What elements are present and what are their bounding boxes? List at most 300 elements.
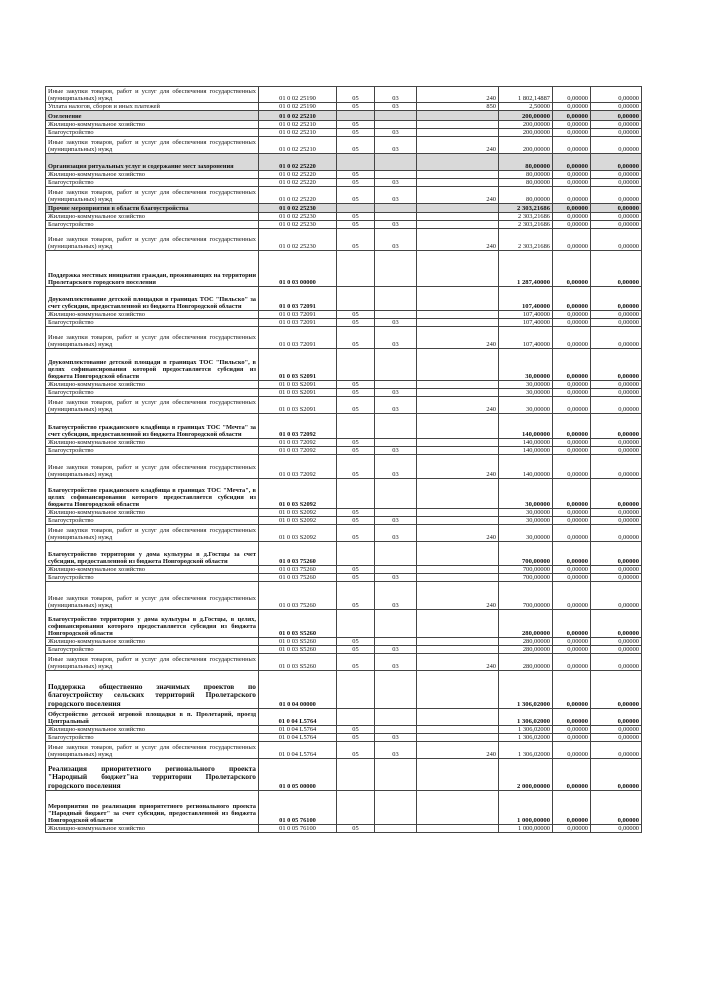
row-amount-3: 0,00000 — [591, 742, 642, 759]
table-row — [46, 154, 642, 171]
row-name: Благоустройство — [46, 447, 259, 455]
row-section: 05 — [337, 447, 375, 455]
row-code: 01 0 04 00000 — [259, 671, 337, 709]
row-code: 01 0 02 25210 — [259, 121, 337, 129]
table-row — [46, 574, 642, 582]
row-code: 01 0 03 S2092 — [259, 517, 337, 525]
budget-table — [45, 86, 642, 833]
row-amount-3: 0,00000 — [591, 439, 642, 447]
row-code: 01 0 03 S2091 — [259, 381, 337, 389]
row-subsection: 03 — [375, 447, 417, 455]
row-name: Поддержка местных инициатив граждан, проживающих на территории Пролетарского городского поселения — [46, 251, 259, 287]
row-amount-2: 0,00000 — [553, 455, 591, 479]
row-amount-1: 1 287,40000 — [499, 251, 553, 287]
row-amount-2: 0,00000 — [553, 397, 591, 414]
row-subsection — [375, 154, 417, 171]
row-subsection — [375, 726, 417, 734]
row-name: Иные закупки товаров, работ и услуг для обеспечения государственных (муниципальных) нужд — [46, 397, 259, 414]
row-section: 05 — [337, 509, 375, 517]
row-section: 05 — [337, 525, 375, 542]
row-amount-2: 0,00000 — [553, 121, 591, 129]
row-amount-2: 0,00000 — [553, 447, 591, 455]
row-subsection: 03 — [375, 646, 417, 654]
row-expense-type — [417, 638, 499, 646]
row-section: 05 — [337, 654, 375, 671]
row-name: Благоустройство гражданского кладбища в границах ТОС "Мечта", в целях софинансирования которого предоставляется субсидия из бюджета Новгородской области — [46, 479, 259, 509]
table-row — [46, 654, 642, 671]
row-name: Жилищно-коммунальное хозяйство — [46, 726, 259, 734]
row-name: Жилищно-коммунальное хозяйство — [46, 213, 259, 221]
row-section: 05 — [337, 574, 375, 582]
row-name: Иные закупки товаров, работ и услуг для обеспечения государственных (муниципальных) нужд — [46, 582, 259, 610]
row-section — [337, 759, 375, 791]
row-expense-type — [417, 517, 499, 525]
row-amount-3: 0,00000 — [591, 525, 642, 542]
row-amount-1: 140,00000 — [499, 455, 553, 479]
row-name: Благоустройство — [46, 517, 259, 525]
row-name: Иные закупки товаров, работ и услуг для обеспечения государственных (муниципальных) нужд — [46, 137, 259, 154]
table-row — [46, 397, 642, 414]
row-subsection — [375, 791, 417, 825]
row-amount-1: 200,00000 — [499, 137, 553, 154]
row-subsection — [375, 204, 417, 213]
row-section: 05 — [337, 439, 375, 447]
row-code: 01 0 03 S2092 — [259, 509, 337, 517]
table-row — [46, 414, 642, 439]
row-name: Обустройство детской игровой площадки в п. Пролетарий, проезд Центральный — [46, 709, 259, 726]
row-expense-type — [417, 542, 499, 566]
row-subsection: 03 — [375, 455, 417, 479]
row-section — [337, 610, 375, 638]
row-amount-1: 280,00000 — [499, 654, 553, 671]
row-code: 01 0 02 25230 — [259, 229, 337, 251]
row-amount-3: 0,00000 — [591, 447, 642, 455]
row-name: Благоустройство — [46, 646, 259, 654]
row-code: 01 0 03 72091 — [259, 319, 337, 327]
row-amount-1: 107,40000 — [499, 287, 553, 311]
row-subsection: 03 — [375, 327, 417, 349]
row-code: 01 0 02 25210 — [259, 137, 337, 154]
row-amount-3: 0,00000 — [591, 726, 642, 734]
row-amount-3: 0,00000 — [591, 671, 642, 709]
row-name: Благоустройство — [46, 734, 259, 742]
row-amount-1: 1 306,02000 — [499, 671, 553, 709]
row-amount-2: 0,00000 — [553, 103, 591, 111]
row-code: 01 0 03 72092 — [259, 414, 337, 439]
row-section: 05 — [337, 517, 375, 525]
table-row — [46, 179, 642, 187]
table-row — [46, 389, 642, 397]
row-name: Жилищно-коммунальное хозяйство — [46, 566, 259, 574]
row-name: Прочие мероприятия в области благоустройства — [46, 204, 259, 213]
row-section: 05 — [337, 742, 375, 759]
row-amount-3: 0,00000 — [591, 229, 642, 251]
row-amount-1: 107,40000 — [499, 311, 553, 319]
row-amount-1: 1 000,00000 — [499, 825, 553, 833]
row-expense-type — [417, 287, 499, 311]
row-section: 05 — [337, 638, 375, 646]
row-amount-2: 0,00000 — [553, 229, 591, 251]
row-amount-2: 0,00000 — [553, 709, 591, 726]
row-expense-type — [417, 479, 499, 509]
row-subsection — [375, 414, 417, 439]
row-subsection: 03 — [375, 179, 417, 187]
row-amount-1: 2 000,00000 — [499, 759, 553, 791]
row-code: 01 0 03 75260 — [259, 566, 337, 574]
row-subsection — [375, 121, 417, 129]
row-expense-type: 240 — [417, 327, 499, 349]
row-subsection: 03 — [375, 187, 417, 204]
row-subsection — [375, 171, 417, 179]
table-row — [46, 287, 642, 311]
row-section — [337, 479, 375, 509]
row-name: Иные закупки товаров, работ и услуг для обеспечения государственных (муниципальных) нужд — [46, 654, 259, 671]
row-code: 01 0 02 25230 — [259, 221, 337, 229]
table-row — [46, 542, 642, 566]
table-row — [46, 251, 642, 287]
row-amount-1: 200,00000 — [499, 129, 553, 137]
row-amount-2: 0,00000 — [553, 654, 591, 671]
row-expense-type — [417, 381, 499, 389]
table-row — [46, 709, 642, 726]
row-amount-2: 0,00000 — [553, 251, 591, 287]
row-name: Жилищно-коммунальное хозяйство — [46, 121, 259, 129]
table-row — [46, 229, 642, 251]
row-name: Доукомплектование детской площади в границах ТОС "Пильско", в целях софинансирования которой предоставляется субсидия из бюджета Новгородской области — [46, 349, 259, 381]
row-name: Озеленение — [46, 111, 259, 121]
row-expense-type: 850 — [417, 103, 499, 111]
row-amount-3: 0,00000 — [591, 709, 642, 726]
row-subsection — [375, 311, 417, 319]
row-code: 01 0 04 L5764 — [259, 709, 337, 726]
row-code: 01 0 03 72091 — [259, 311, 337, 319]
row-amount-3: 0,00000 — [591, 825, 642, 833]
row-expense-type — [417, 154, 499, 171]
row-code: 01 0 03 72092 — [259, 455, 337, 479]
row-section: 05 — [337, 221, 375, 229]
row-amount-2: 0,00000 — [553, 479, 591, 509]
budget-sheet — [45, 86, 641, 833]
table-row — [46, 439, 642, 447]
table-row — [46, 509, 642, 517]
table-row — [46, 447, 642, 455]
row-subsection: 03 — [375, 87, 417, 103]
row-name: Поддержка общественно значимых проектов по благоустройству сельских территорий Пролетарского городского поселения — [46, 671, 259, 709]
row-amount-3: 0,00000 — [591, 319, 642, 327]
row-code: 01 0 04 L5764 — [259, 726, 337, 734]
row-amount-2: 0,00000 — [553, 509, 591, 517]
table-row — [46, 221, 642, 229]
row-section — [337, 251, 375, 287]
row-amount-1: 2 303,21686 — [499, 213, 553, 221]
table-row — [46, 87, 642, 103]
row-name: Благоустройство — [46, 221, 259, 229]
row-expense-type: 240 — [417, 87, 499, 103]
row-amount-3: 0,00000 — [591, 646, 642, 654]
row-amount-2: 0,00000 — [553, 221, 591, 229]
row-subsection — [375, 509, 417, 517]
row-section: 05 — [337, 319, 375, 327]
row-amount-1: 1 306,02000 — [499, 734, 553, 742]
row-code: 01 0 03 S2091 — [259, 389, 337, 397]
row-code: 01 0 03 00000 — [259, 251, 337, 287]
row-section: 05 — [337, 87, 375, 103]
row-section: 05 — [337, 389, 375, 397]
row-code: 01 0 03 S2091 — [259, 349, 337, 381]
row-expense-type — [417, 709, 499, 726]
row-code: 01 0 02 25210 — [259, 129, 337, 137]
row-amount-1: 30,00000 — [499, 389, 553, 397]
row-subsection — [375, 542, 417, 566]
row-amount-2: 0,00000 — [553, 791, 591, 825]
row-name: Жилищно-коммунальное хозяйство — [46, 439, 259, 447]
row-expense-type — [417, 734, 499, 742]
row-amount-2: 0,00000 — [553, 87, 591, 103]
row-code: 01 0 02 25220 — [259, 187, 337, 204]
table-row — [46, 311, 642, 319]
row-amount-1: 80,00000 — [499, 171, 553, 179]
row-amount-2: 0,00000 — [553, 825, 591, 833]
row-expense-type — [417, 791, 499, 825]
row-amount-1: 140,00000 — [499, 439, 553, 447]
row-code: 01 0 03 S2091 — [259, 397, 337, 414]
row-section: 05 — [337, 566, 375, 574]
row-subsection — [375, 349, 417, 381]
row-section: 05 — [337, 825, 375, 833]
table-row — [46, 103, 642, 111]
row-expense-type — [417, 509, 499, 517]
row-amount-3: 0,00000 — [591, 103, 642, 111]
row-amount-2: 0,00000 — [553, 311, 591, 319]
table-row — [46, 187, 642, 204]
row-subsection — [375, 111, 417, 121]
table-row — [46, 137, 642, 154]
row-expense-type — [417, 566, 499, 574]
row-subsection: 03 — [375, 734, 417, 742]
row-section: 05 — [337, 726, 375, 734]
row-amount-3: 0,00000 — [591, 154, 642, 171]
row-subsection: 03 — [375, 389, 417, 397]
row-subsection: 03 — [375, 319, 417, 327]
row-amount-3: 0,00000 — [591, 287, 642, 311]
row-subsection — [375, 759, 417, 791]
row-expense-type: 240 — [417, 187, 499, 204]
row-subsection — [375, 251, 417, 287]
row-expense-type — [417, 111, 499, 121]
row-amount-2: 0,00000 — [553, 137, 591, 154]
row-code: 01 0 03 75260 — [259, 574, 337, 582]
table-row — [46, 121, 642, 129]
row-section: 05 — [337, 137, 375, 154]
row-code: 01 0 03 75260 — [259, 582, 337, 610]
row-subsection: 03 — [375, 397, 417, 414]
row-amount-3: 0,00000 — [591, 566, 642, 574]
row-amount-3: 0,00000 — [591, 137, 642, 154]
row-amount-3: 0,00000 — [591, 171, 642, 179]
row-amount-1: 700,00000 — [499, 542, 553, 566]
row-expense-type — [417, 646, 499, 654]
row-subsection — [375, 381, 417, 389]
row-section — [337, 349, 375, 381]
row-code: 01 0 04 L5764 — [259, 734, 337, 742]
row-amount-2: 0,00000 — [553, 439, 591, 447]
row-code: 01 0 03 S2092 — [259, 479, 337, 509]
row-subsection — [375, 610, 417, 638]
row-amount-3: 0,00000 — [591, 542, 642, 566]
row-expense-type: 240 — [417, 455, 499, 479]
row-name: Иные закупки товаров, работ и услуг для обеспечения государственных (муниципальных) нужд — [46, 455, 259, 479]
table-row — [46, 582, 642, 610]
table-row — [46, 638, 642, 646]
row-amount-2: 0,00000 — [553, 171, 591, 179]
row-name: Иные закупки товаров, работ и услуг для обеспечения государственных (муниципальных) нужд — [46, 87, 259, 103]
table-row — [46, 381, 642, 389]
row-amount-1: 1 306,02000 — [499, 726, 553, 734]
row-expense-type: 240 — [417, 582, 499, 610]
row-expense-type — [417, 610, 499, 638]
table-row — [46, 171, 642, 179]
row-amount-3: 0,00000 — [591, 221, 642, 229]
row-amount-2: 0,00000 — [553, 517, 591, 525]
table-row — [46, 566, 642, 574]
row-code: 01 0 03 72091 — [259, 287, 337, 311]
table-row — [46, 213, 642, 221]
row-amount-2: 0,00000 — [553, 414, 591, 439]
row-section — [337, 542, 375, 566]
table-row — [46, 646, 642, 654]
row-amount-2: 0,00000 — [553, 381, 591, 389]
row-amount-3: 0,00000 — [591, 111, 642, 121]
row-amount-3: 0,00000 — [591, 734, 642, 742]
table-row — [46, 111, 642, 121]
row-section — [337, 709, 375, 726]
row-code: 01 0 02 25220 — [259, 154, 337, 171]
row-amount-3: 0,00000 — [591, 479, 642, 509]
row-section: 05 — [337, 229, 375, 251]
row-amount-3: 0,00000 — [591, 87, 642, 103]
row-name: Уплата налогов, сборов и иных платежей — [46, 103, 259, 111]
row-amount-1: 30,00000 — [499, 381, 553, 389]
row-amount-2: 0,00000 — [553, 726, 591, 734]
table-row — [46, 742, 642, 759]
row-expense-type — [417, 179, 499, 187]
row-amount-3: 0,00000 — [591, 397, 642, 414]
row-amount-1: 200,00000 — [499, 111, 553, 121]
row-subsection: 03 — [375, 574, 417, 582]
row-amount-2: 0,00000 — [553, 525, 591, 542]
row-section: 05 — [337, 734, 375, 742]
row-amount-3: 0,00000 — [591, 582, 642, 610]
row-subsection — [375, 671, 417, 709]
row-amount-1: 140,00000 — [499, 447, 553, 455]
row-amount-1: 30,00000 — [499, 517, 553, 525]
row-amount-3: 0,00000 — [591, 791, 642, 825]
row-amount-1: 107,40000 — [499, 319, 553, 327]
row-amount-1: 80,00000 — [499, 179, 553, 187]
row-subsection: 03 — [375, 137, 417, 154]
row-name: Благоустройство — [46, 129, 259, 137]
row-amount-1: 107,40000 — [499, 327, 553, 349]
budget-table-body — [46, 87, 642, 833]
row-section: 05 — [337, 213, 375, 221]
row-expense-type — [417, 319, 499, 327]
row-expense-type — [417, 671, 499, 709]
row-amount-2: 0,00000 — [553, 610, 591, 638]
row-name: Благоустройство — [46, 179, 259, 187]
row-subsection — [375, 638, 417, 646]
table-row — [46, 349, 642, 381]
row-name: Жилищно-коммунальное хозяйство — [46, 825, 259, 833]
row-amount-2: 0,00000 — [553, 187, 591, 204]
row-name: Благоустройство — [46, 574, 259, 582]
table-row — [46, 726, 642, 734]
row-subsection: 03 — [375, 229, 417, 251]
table-row — [46, 825, 642, 833]
row-amount-1: 2 303,21686 — [499, 204, 553, 213]
row-name: Жилищно-коммунальное хозяйство — [46, 171, 259, 179]
row-code: 01 0 03 S5260 — [259, 654, 337, 671]
row-expense-type — [417, 726, 499, 734]
row-name: Жилищно-коммунальное хозяйство — [46, 638, 259, 646]
row-amount-3: 0,00000 — [591, 574, 642, 582]
row-amount-3: 0,00000 — [591, 509, 642, 517]
row-amount-1: 140,00000 — [499, 414, 553, 439]
row-section: 05 — [337, 171, 375, 179]
row-section: 05 — [337, 646, 375, 654]
row-expense-type — [417, 447, 499, 455]
row-amount-1: 1 306,02000 — [499, 709, 553, 726]
table-row — [46, 734, 642, 742]
row-amount-1: 200,00000 — [499, 121, 553, 129]
row-expense-type — [417, 251, 499, 287]
row-amount-1: 30,00000 — [499, 479, 553, 509]
row-expense-type — [417, 311, 499, 319]
table-row — [46, 129, 642, 137]
row-subsection — [375, 825, 417, 833]
row-name: Благоустройство — [46, 319, 259, 327]
row-section: 05 — [337, 129, 375, 137]
row-code: 01 0 05 00000 — [259, 759, 337, 791]
row-amount-1: 280,00000 — [499, 638, 553, 646]
row-amount-1: 80,00000 — [499, 187, 553, 204]
row-amount-3: 0,00000 — [591, 311, 642, 319]
row-amount-2: 0,00000 — [553, 349, 591, 381]
row-expense-type: 240 — [417, 229, 499, 251]
row-amount-3: 0,00000 — [591, 327, 642, 349]
row-amount-2: 0,00000 — [553, 582, 591, 610]
table-row — [46, 455, 642, 479]
row-expense-type — [417, 213, 499, 221]
row-section — [337, 154, 375, 171]
row-expense-type — [417, 221, 499, 229]
table-row — [46, 479, 642, 509]
row-amount-2: 0,00000 — [553, 287, 591, 311]
row-amount-2: 0,00000 — [553, 179, 591, 187]
row-expense-type — [417, 129, 499, 137]
table-row — [46, 525, 642, 542]
row-amount-2: 0,00000 — [553, 671, 591, 709]
row-name: Мероприятия по реализации приоритетного регионального проекта "Народный бюджет" за счет субсидии, предоставленной из бюджета Новгородской области — [46, 791, 259, 825]
row-amount-2: 0,00000 — [553, 213, 591, 221]
row-amount-3: 0,00000 — [591, 381, 642, 389]
row-name: Иные закупки товаров, работ и услуг для обеспечения государственных (муниципальных) нужд — [46, 525, 259, 542]
row-section: 05 — [337, 103, 375, 111]
row-amount-2: 0,00000 — [553, 734, 591, 742]
row-amount-2: 0,00000 — [553, 327, 591, 349]
row-amount-3: 0,00000 — [591, 129, 642, 137]
row-code: 01 0 02 25220 — [259, 179, 337, 187]
row-amount-2: 0,00000 — [553, 574, 591, 582]
